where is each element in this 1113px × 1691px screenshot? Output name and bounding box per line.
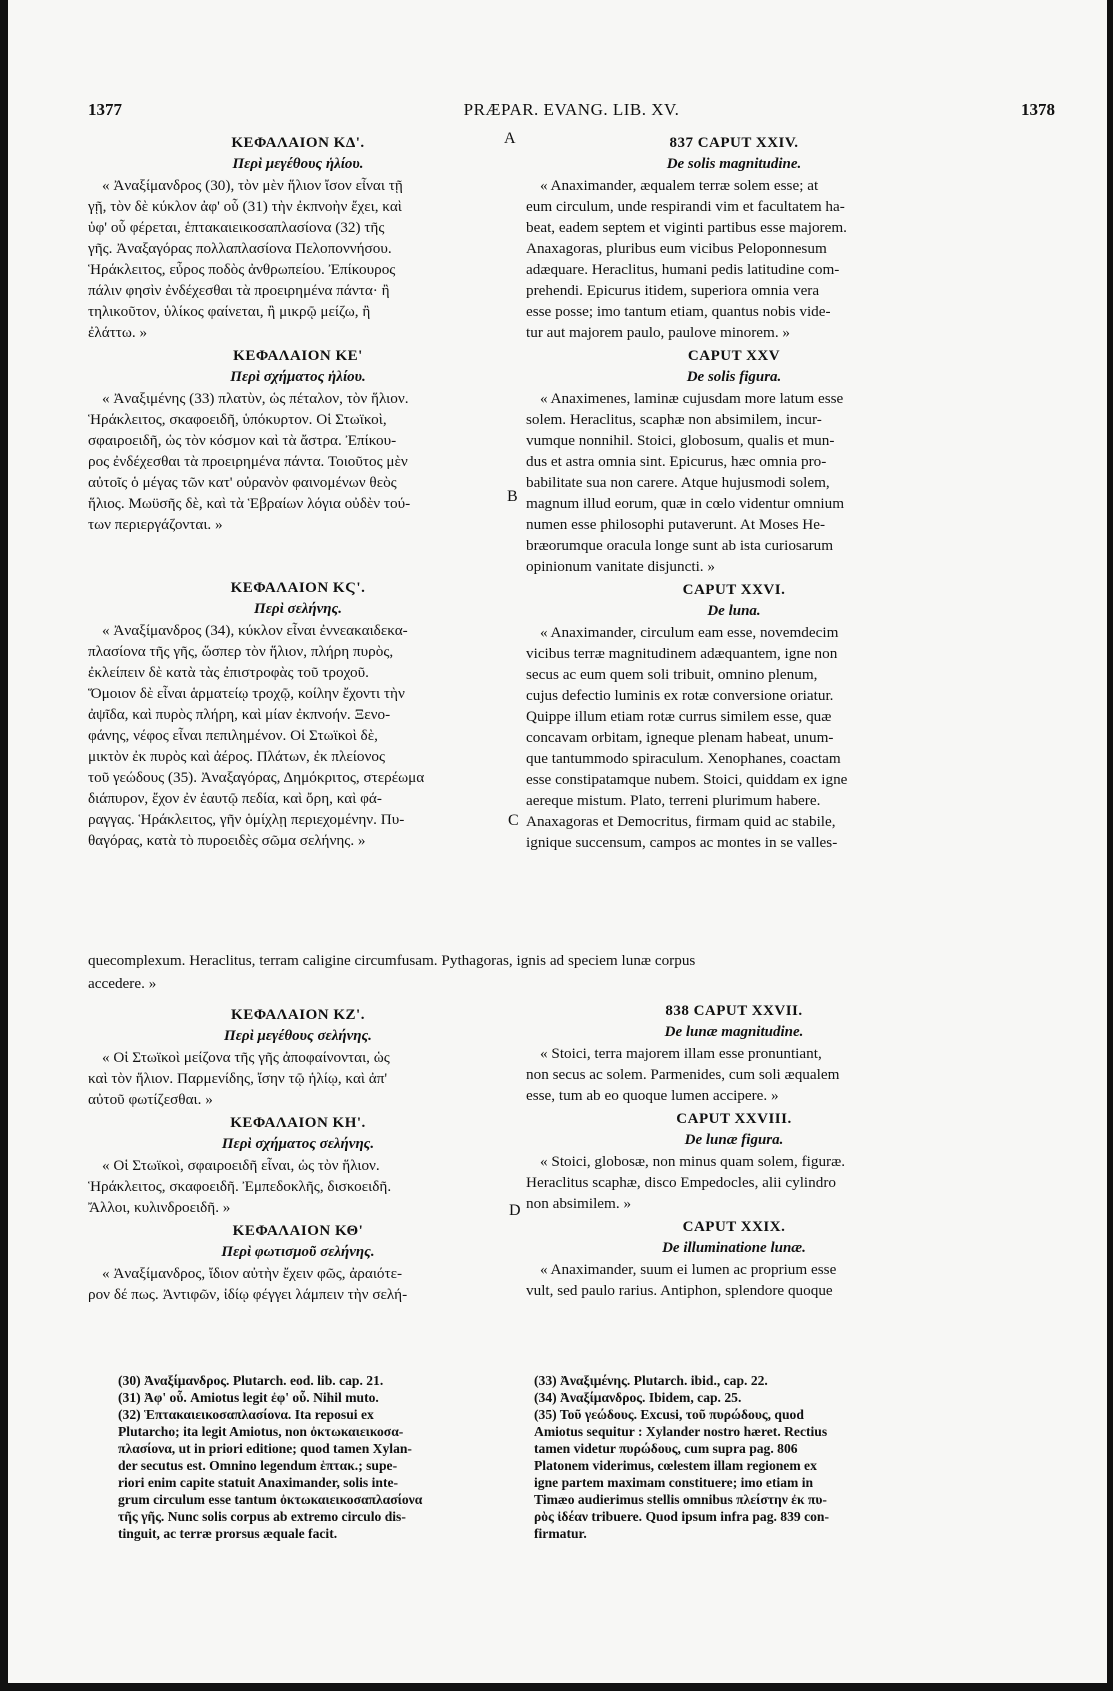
text-line: γῇ, τὸν δὲ κύκλον ἀφ' οὗ (31) τὴν ἐκπνοὴν ἔχει, καὶ bbox=[88, 198, 402, 215]
text-line: ἐλάττω. » bbox=[88, 324, 148, 341]
greek-chapter-24-title: ΚΕΦΑΛΑΙΟΝ ΚΔ'. bbox=[231, 135, 365, 151]
margin-page-mark: 838 bbox=[665, 1003, 690, 1019]
latin-chapter-27-title bbox=[526, 1001, 942, 1022]
text-line: αὐτοῖς ὁ μέγας τῶν κατ' οὐρανὸν φαινομένων θεὸς bbox=[88, 474, 397, 491]
text-line: Ἄλλοι, κυλινδροειδῆ. » bbox=[88, 1199, 231, 1216]
footnote-line: ρὸς ἰδέαν tribuere. Quod ipsum infra pag. 839 con- bbox=[534, 1509, 830, 1524]
latin-chapter-26-subtitle: De luna. bbox=[707, 603, 761, 619]
margin-page-mark: 837 bbox=[669, 135, 694, 151]
latin-chapter-26-text bbox=[526, 622, 942, 853]
footnote-line: Amiotus sequitur : Xylander nostro hæret. Rectius bbox=[534, 1424, 828, 1439]
text-line: bræorumque oracula longe sunt ab ista curiosarum bbox=[526, 537, 834, 554]
text-line: « Anaximenes, laminæ cujusdam more latum esse bbox=[540, 390, 844, 407]
text-line: solem. Heraclitus, scaphæ non absimilem, incur- bbox=[526, 411, 822, 428]
greek-chapter-24-subtitle: Περὶ μεγέθους ἡλίου. bbox=[232, 156, 364, 172]
text-line: ρος ἐνδέχεσθαι τὰ προειρημένα πάντα. Τοιοῦτος μὲν bbox=[88, 453, 408, 470]
latin-chapter-24-heading: CAPUT XXIV. bbox=[697, 135, 799, 151]
text-line: πάλιν φησὶν ἐνδέχεσθαι τὰ προειρημένα πάντα· ἢ bbox=[88, 282, 390, 299]
text-line: διάπυρον, ἔχον ἐν ἑαυτῷ πεδία, καὶ ὄρη, καὶ φά- bbox=[88, 790, 382, 807]
page-header bbox=[88, 100, 1055, 124]
text-line: que tantummodo spiraculum. Xenophanes, coactam bbox=[526, 750, 841, 767]
greek-chapter-26-text bbox=[88, 620, 508, 851]
latin-chapter-27-heading: CAPUT XXVII. bbox=[693, 1003, 803, 1019]
latin-chapter-29-subtitle: De illuminatione lunæ. bbox=[662, 1240, 806, 1256]
text-line: « Anaximander, circulum eam esse, novemdecim bbox=[540, 624, 839, 641]
greek-chapter-26-subtitle: Περὶ σελήνης. bbox=[254, 601, 342, 617]
footnote-line: der secutus est. Omnino legendum ἑπτακ.; supe- bbox=[118, 1458, 398, 1473]
footnote-line: tamen videtur πυρώδους, cum supra pag. 806 bbox=[534, 1441, 798, 1456]
text-line: « Ἀναξίμανδρος (34), κύκλον εἶναι ἐννεακαιδεκα- bbox=[102, 622, 408, 639]
text-line: cujus defectio luminis ex rotæ conversione oriatur. bbox=[526, 687, 834, 704]
latin-chapter-29-title: CAPUT XXIX. bbox=[682, 1219, 786, 1235]
footnote-line: (31) Ἀφ' οὗ. Amiotus legit ἐφ' οὗ. Nihil muto. bbox=[118, 1390, 379, 1405]
text-line: ἐκλείπειν δὲ κατὰ τὰς ἐπιστροφὰς τοῦ τροχοῦ. bbox=[88, 664, 369, 681]
text-line: eum circulum, unde respirandi vim et facultatem ha- bbox=[526, 198, 845, 215]
text-line: των περιεργάζονται. » bbox=[88, 516, 223, 533]
latin-chapter-24-title bbox=[526, 133, 942, 154]
text-line: γῆς. Ἀναξαγόρας πολλαπλασίονα Πελοποννήσου. bbox=[88, 240, 392, 257]
latin-chapter-28-subtitle: De lunæ figura. bbox=[684, 1132, 784, 1148]
footnote-line: grum circulum esse tantum ὀκτωκαιεικοσαπλασίονα bbox=[118, 1492, 423, 1507]
text-line: prehendi. Epicurus itidem, superiora omnia vera bbox=[526, 282, 820, 299]
page-number-left: 1377 bbox=[88, 100, 122, 119]
footnote-line: firmatur. bbox=[534, 1526, 587, 1541]
footnote-line: πλασίονα, ut in priori editione; quod tamen Xylan- bbox=[118, 1441, 412, 1456]
latin-chapter-25-title: CAPUT XXV bbox=[687, 348, 781, 364]
text-line: concavam orbitam, igneque plenam habeat, unum- bbox=[526, 729, 834, 746]
text-line: « Ἀναξίμανδρος, ἴδιον αὐτὴν ἔχειν φῶς, ἀραιότε- bbox=[102, 1265, 403, 1282]
latin-chapter-24-text bbox=[526, 175, 942, 343]
scan-edge-bottom bbox=[0, 1683, 1113, 1691]
latin-chapter-27-text bbox=[526, 1043, 942, 1106]
text-line: σφαιροειδῆ, ὡς τὸν κόσμον καὶ τὰ ἄστρα. Ἐπίκου- bbox=[88, 432, 397, 449]
greek-column-upper bbox=[88, 130, 508, 851]
greek-chapter-24-text bbox=[88, 175, 508, 343]
text-line: φάνης, νέφος εἶναι πεπιλημένον. Οἱ Στωϊκοὶ δὲ, bbox=[88, 727, 378, 744]
footnote-line: (30) Ἀναξίμανδρος. Plutarch. eod. lib. cap. 21. bbox=[118, 1373, 384, 1388]
footnote-line: riori enim capite statuit Anaximander, solis inte- bbox=[118, 1475, 399, 1490]
text-line: beat, eadem septem et viginti partibus esse majorem. bbox=[526, 219, 847, 236]
scan-edge-right bbox=[1107, 0, 1113, 1691]
text-line: non absimilem. » bbox=[526, 1195, 632, 1212]
text-line: esse posse; imo tantum etiam, quantus nobis vide- bbox=[526, 303, 831, 320]
greek-chapter-29-subtitle: Περὶ φωτισμοῦ σελήνης. bbox=[221, 1244, 375, 1260]
latin-chapter-29-text bbox=[526, 1259, 942, 1301]
margin-letter-b: B bbox=[507, 488, 518, 505]
latin-chapter-25-text bbox=[526, 388, 942, 577]
latin-column-upper bbox=[526, 130, 942, 853]
text-line: Heraclitus scaphæ, disco Empedocles, alii cylindro bbox=[526, 1174, 836, 1191]
text-line: vicibus terræ magnitudinem adæquantem, igne non bbox=[526, 645, 838, 662]
margin-letter-c: C bbox=[508, 812, 519, 829]
text-line: τηλικοῦτον, ὑλίκος φαίνεται, ἢ μικρῷ μείζω, ἢ bbox=[88, 303, 371, 320]
running-title: PRÆPAR. EVANG. LIB. XV. bbox=[463, 100, 680, 119]
greek-chapter-25-title: ΚΕΦΑΛΑΙΟΝ ΚΕ' bbox=[233, 348, 363, 364]
text-line: « Ἀναξίμανδρος (30), τὸν μὲν ἥλιον ἴσον εἶναι τῇ bbox=[102, 177, 403, 194]
text-line: ραγγας. Ἡράκλειτος, γῆν ὁμίχλῃ περιεχομένην. Πυ- bbox=[88, 811, 405, 828]
greek-chapter-25-text bbox=[88, 388, 508, 535]
greek-chapter-28-title: ΚΕΦΑΛΑΙΟΝ ΚΗ'. bbox=[230, 1115, 366, 1131]
greek-chapter-27-text bbox=[88, 1047, 508, 1110]
text-line: Quippe illum etiam rotæ currus similem esse, quæ bbox=[526, 708, 832, 725]
latin-chapter-28-title: CAPUT XXVIII. bbox=[676, 1111, 792, 1127]
text-line: Ἡράκλειτος, εὖρος ποδὸς ἀνθρωπείου. Ἐπίκουρος bbox=[88, 261, 396, 278]
text-line: « Οἱ Στωϊκοὶ μείζονα τῆς γῆς ἀποφαίνονται, ὡς bbox=[102, 1049, 390, 1066]
text-line: non secus ac solem. Parmenides, cum soli æqualem bbox=[526, 1066, 840, 1083]
footnote-line: Timæo audierimus stellis omnibus πλείστην ἐκ πυ- bbox=[534, 1492, 827, 1507]
text-line: babilitate sua non carere. Atque hujusmodi solem, bbox=[526, 474, 830, 491]
text-line: magnum illud eorum, quæ in cœlo videntur omnium bbox=[526, 495, 845, 512]
text-line: « Anaximander, æqualem terræ solem esse; at bbox=[540, 177, 819, 194]
margin-letter-a: A bbox=[504, 130, 516, 147]
latin-chapter-26-title: CAPUT XXVI. bbox=[682, 582, 786, 598]
footnote-line: (34) Ἀναξίμανδρος. Ibidem, cap. 25. bbox=[534, 1390, 742, 1405]
text-line: esse, tum ab eo quoque lumen accipere. » bbox=[526, 1087, 779, 1104]
greek-chapter-25-subtitle: Περὶ σχήματος ἡλίου. bbox=[230, 369, 366, 385]
page-number-right: 1378 bbox=[1021, 100, 1055, 119]
text-line: αὐτοῦ φωτίζεσθαι. » bbox=[88, 1091, 213, 1108]
latin-chapter-25-subtitle: De solis figura. bbox=[686, 369, 782, 385]
greek-chapter-27-subtitle: Περὶ μεγέθους σελήνης. bbox=[224, 1028, 372, 1044]
greek-chapter-28-subtitle: Περὶ σχήματος σελήνης. bbox=[221, 1136, 375, 1152]
text-line: Anaxagoras, pluribus eum vicibus Peloponnesum bbox=[526, 240, 827, 257]
text-line: vult, sed paulo rarius. Antiphon, splendore quoque bbox=[526, 1282, 833, 1299]
scan-edge-left bbox=[0, 0, 8, 1691]
greek-chapter-27-title: ΚΕΦΑΛΑΙΟΝ ΚΖ'. bbox=[231, 1007, 365, 1023]
latin-chapter-27-subtitle: De lunæ magnitudine. bbox=[664, 1024, 804, 1040]
latin-chapter-28-text bbox=[526, 1151, 942, 1214]
text-line: θαγόρας, κατὰ τὸ πυροειδὲς σῶμα σελήνης. » bbox=[88, 832, 366, 849]
text-line: Ἡράκλειτος, σκαφοειδῆ. Ἐμπεδοκλῆς, δισκοειδῆ. bbox=[88, 1178, 392, 1195]
text-line: « Οἱ Στωϊκοὶ, σφαιροειδῆ εἶναι, ὡς τὸν ἥλιον. bbox=[102, 1157, 380, 1174]
footnotes-right bbox=[534, 1372, 934, 1542]
text-line: tur aut majorem paulo, paulove minorem. » bbox=[526, 324, 791, 341]
text-line: ρον δέ πως. Ἀντιφῶν, ἰδίῳ φέγγει λάμπειν τὴν σελή- bbox=[88, 1286, 408, 1303]
footnote-line: Plutarcho; ita legit Amiotus, non ὀκτωκαιεικοσα- bbox=[118, 1424, 404, 1439]
greek-column-lower bbox=[88, 1002, 508, 1305]
text-line: adæquare. Heraclitus, humani pedis latitudine com- bbox=[526, 261, 840, 278]
footnote-line: (33) Ἀναξιμένης. Plutarch. ibid., cap. 22. bbox=[534, 1373, 768, 1388]
text-line: καὶ τὸν ἥλιον. Παρμενίδης, ἴσην τῷ ἡλίῳ, καὶ ἀπ' bbox=[88, 1070, 388, 1087]
text-line: secus ac eum quem soli tribuit, omnino plenum, bbox=[526, 666, 818, 683]
footnote-line: igne partem maximam constituere; imo etiam in bbox=[534, 1475, 814, 1490]
footnote-line: Platonem viderimus, cœlestem illam regionem ex bbox=[534, 1458, 817, 1473]
footnote-line: (32) Ἑπτακαιεικοσαπλασίονα. Ita reposui ex bbox=[118, 1407, 374, 1422]
text-line: Ἡράκλειτος, σκαφοειδῆ, ὑπόκυρτον. Οἱ Στωϊκοὶ, bbox=[88, 411, 387, 428]
text-line: πλασίονα τῆς γῆς, ὥσπερ τὸν ἥλιον, πλήρη πυρὸς, bbox=[88, 643, 394, 660]
greek-chapter-29-text bbox=[88, 1263, 508, 1305]
footnote-line: τῆς γῆς. Nunc solis corpus ab extremo circulo dis- bbox=[118, 1509, 406, 1524]
text-line: ὑφ' οὗ φέρεται, ἑπτακαιεικοσαπλασίονα (32) τῆς bbox=[88, 219, 385, 236]
text-line: esse constipatamque nubem. Stoici, quiddam ex igne bbox=[526, 771, 848, 788]
text-line: τοῦ γεώδους (35). Ἀναξαγόρας, Δημόκριτος, στερέωμα bbox=[88, 769, 425, 786]
text-line: dus et astra omnia sint. Epicurus, hæc omnia pro- bbox=[526, 453, 827, 470]
text-line: ἥλιος. Μωϋσῆς δὲ, καὶ τὰ Ἑβραίων λόγια οὐδὲν τού- bbox=[88, 495, 411, 512]
text-line: « Anaximander, suum ei lumen ac proprium esse bbox=[540, 1261, 837, 1278]
text-line: vumque nonnihil. Stoici, globosum, qualis et mun- bbox=[526, 432, 835, 449]
text-line: ἀψῖδα, καὶ πυρὸς πλήρη, καὶ μίαν ἐκπνοήν. Ξενο- bbox=[88, 706, 391, 723]
text-line: Ὅμοιον δὲ εἶναι ἁρματείῳ τροχῷ, κοίλην ἔχοντι τὴν bbox=[88, 685, 405, 702]
footnote-line: (35) Τοῦ γεώδους. Excusi, τοῦ πυρώδους, quod bbox=[534, 1407, 804, 1422]
text-line: « Stoici, globosæ, non minus quam solem, figuræ. bbox=[540, 1153, 846, 1170]
text-line: Anaxagoras et Democritus, firmam quid ac stabile, bbox=[526, 813, 836, 830]
margin-letter-d: D bbox=[509, 1202, 521, 1219]
footnotes-left bbox=[118, 1372, 513, 1542]
latin-chapter-24-subtitle: De solis magnitudine. bbox=[666, 156, 802, 172]
greek-chapter-28-text bbox=[88, 1155, 508, 1218]
greek-chapter-26-title: ΚΕΦΑΛΑΙΟΝ ΚϚ'. bbox=[230, 580, 366, 596]
text-line: ignique succensum, campos ac montes in se valles- bbox=[526, 834, 838, 851]
text-line: opinionum vanitate disjuncti. » bbox=[526, 558, 715, 575]
greek-chapter-29-title: ΚΕΦΑΛΑΙΟΝ ΚΘ' bbox=[232, 1223, 364, 1239]
spacer bbox=[88, 535, 508, 575]
text-line: « Stoici, terra majorem illam esse pronuntiant, bbox=[540, 1045, 822, 1062]
latin-column-lower bbox=[526, 998, 942, 1301]
text-line: μικτὸν ἐκ πυρὸς καὶ ἀέρος. Πλάτων, ἐκ πλείονος bbox=[88, 748, 385, 765]
text-line: « Ἀναξιμένης (33) πλατὺν, ὡς πέταλον, τὸν ἥλιον. bbox=[102, 390, 409, 407]
latin-spanning-line-1: quecomplexum. Heraclitus, terram caligine circumfusam. Pythagoras, ignis ad speciem lunæ corpus bbox=[88, 952, 696, 969]
text-line: aereque mistum. Plato, terreni plurimum habere. bbox=[526, 792, 821, 809]
latin-spanning-line-2: accedere. » bbox=[88, 975, 157, 992]
footnote-line: tinguit, ac terræ prorsus æquale facit. bbox=[118, 1526, 338, 1541]
text-line: numen esse philosophi putaverunt. At Moses He- bbox=[526, 516, 826, 533]
